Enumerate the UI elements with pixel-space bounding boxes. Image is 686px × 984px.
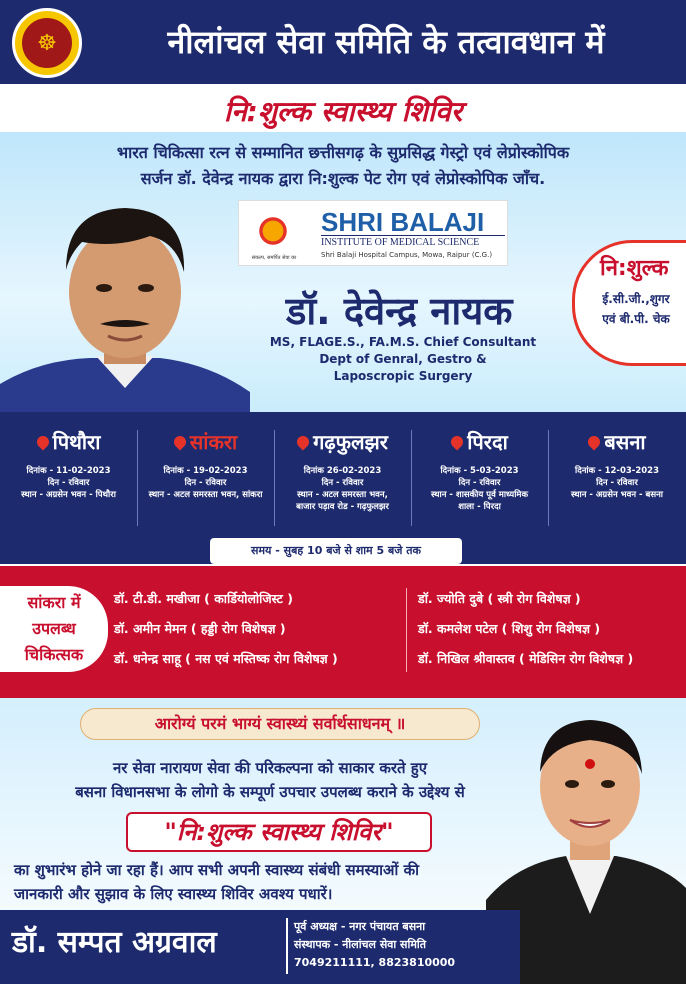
doctors-divider — [406, 588, 407, 672]
camp-timing: समय - सुबह 10 बजे से शाम 5 बजे तक — [210, 538, 462, 564]
doctor-credentials — [268, 334, 538, 385]
schedule-day: दिन - रविवार — [321, 478, 364, 488]
schedule-item — [137, 428, 274, 501]
schedule-details — [274, 465, 411, 513]
camp-title-box: "नि:शुल्क स्वास्थ्य शिविर" — [126, 812, 432, 852]
schedule-venue: स्थान - अग्रसेन भवन - बसना — [570, 490, 664, 500]
location-pin-icon — [449, 433, 466, 450]
schedule-item — [274, 428, 411, 513]
hospital-name: SHRI BALAJI — [321, 207, 485, 237]
leader-info — [294, 918, 518, 972]
available-doctor: डॉ. धनेन्द्र साहू ( नस एवं मस्तिष्क रोग विशेषज्ञ ) — [114, 651, 338, 666]
schedule-date: दिनांक - 11-02-2023 — [26, 466, 111, 476]
schedule-day: दिन - रविवार — [596, 478, 638, 488]
launch-line-2: जानकारी और सुझाव के लिए स्वास्थ्य शिविर अवश्य पधारें। — [14, 885, 333, 903]
schedule-details — [411, 465, 548, 513]
available-doctor: डॉ. निखिल श्रीवास्तव ( मेडिसिन रोग विशेषज्ञ ) — [418, 651, 634, 666]
schedule-date: दिनांक - 19-02-2023 — [163, 466, 248, 476]
schedule-venue: स्थान - अग्रसेन भवन - पिथौरा — [21, 490, 116, 500]
leader-role-1: पूर्व अध्यक्ष - नगर पंचायत बसना — [294, 920, 426, 933]
available-doctor: डॉ. कमलेश पटेल ( शिशु रोग विशेषज्ञ ) — [418, 621, 601, 636]
schedule-date: दिनांक 26-02-2023 — [303, 466, 382, 476]
sun-emblem-icon — [249, 207, 297, 255]
location-pin-icon — [34, 433, 51, 450]
location-pin-icon — [295, 433, 312, 450]
schedule-place: बसना — [604, 430, 646, 454]
header-title: नीलांचल सेवा समिति के तत्वावधान में — [167, 23, 605, 61]
launch-line-1: का शुभारंभ होने जा रहा हैं। आप सभी अपनी स्वास्थ्य संबंधी समस्याओं की — [14, 861, 419, 879]
available-doctors-label — [0, 586, 108, 672]
schedule-date: दिनांक - 12-03-2023 — [575, 466, 659, 476]
available-doctor: डॉ. टी.डी. मखीजा ( कार्डियोलोजिस्ट ) — [114, 591, 293, 606]
schedule-venue: स्थान - अटल समरस्ता भवन, — [297, 490, 388, 500]
hospital-institute: INSTITUTE OF MEDICAL SCIENCE — [321, 235, 505, 248]
schedule-item — [0, 428, 137, 501]
schedule-date: दिनांक - 5-03-2023 — [440, 466, 519, 476]
launch-text — [14, 858, 554, 906]
leader-name: डॉ. सम्पत अग्रवाल — [12, 925, 217, 960]
schedule-details — [137, 465, 274, 501]
hospital-address: Shri Balaji Hospital Campus, Mowa, Raipur (C.G.) — [321, 251, 493, 259]
schedule-day: दिन - रविवार — [184, 478, 227, 488]
intro-line-2: सर्जन डॉ. देवेन्द्र नायक द्वारा नि:शुल्क पेट रोग एवं लेप्रोस्कोपिक जाँच. — [140, 169, 546, 188]
schedule-place: पिरदा — [467, 430, 508, 454]
leader-role-2: संस्थापक - नीलांचल सेवा समिति — [294, 938, 427, 951]
cred-line-3: Laposcropic Surgery — [333, 369, 473, 383]
camp-intro — [60, 140, 626, 192]
schedule-details — [548, 465, 686, 501]
hospital-tagline: संकल्प, समर्पित सेवा का — [251, 255, 297, 261]
free-badge-line-2: एवं बी.पी. चेक — [602, 312, 670, 326]
mission-line-2: बसना विधानसभा के लोगो के सम्पूर्ण उपचार उपलब्ध कराने के उद्देश्य से — [75, 783, 465, 801]
schedule-details — [0, 465, 137, 501]
schedule-place: सांकरा — [189, 430, 238, 454]
schedule-venue-2: बाजार पड़ाव रोड - गढ़फुलझर — [296, 502, 389, 512]
label-line-1: सांकरा में — [27, 593, 81, 612]
mission-text — [40, 756, 500, 804]
doctor-name: डॉ. देवेन्द्र नायक — [286, 289, 513, 333]
footer-separator — [286, 918, 288, 974]
label-line-2: उपलब्ध — [32, 619, 76, 638]
schedule-place: पिथौरा — [52, 430, 101, 454]
available-doctor: डॉ. अमीन मेमन ( हड्डी रोग विशेषज्ञ ) — [114, 621, 286, 636]
schedule-place: गढ़फुलझर — [313, 430, 388, 454]
intro-line-1: भारत चिकित्सा रत्न से सम्मानित छत्तीसगढ़ के सुप्रसिद्ध गेस्ट्रो एवं लेप्रोस्कोपिक — [116, 143, 570, 162]
camp-title: नि:शुल्क स्वास्थ्य शिविर — [223, 95, 463, 128]
schedule-venue: स्थान - शासकीय पूर्व माध्यमिक — [430, 490, 529, 500]
free-badge-line-1: ई.सी.जी.,शुगर — [602, 292, 670, 306]
cred-line-1: MS, FLAGE.S., FA.M.S. Chief Consultant — [269, 335, 537, 349]
schedule-item — [548, 428, 686, 501]
label-line-3: चिकित्सक — [24, 645, 84, 664]
schedule-day: दिन - रविवार — [47, 478, 90, 488]
location-pin-icon — [586, 433, 603, 450]
temple-seal-icon: ☸ — [22, 18, 72, 68]
available-doctor: डॉ. ज्योति दुबे ( स्त्री रोग विशेषज्ञ ) — [418, 591, 581, 606]
schedule-venue-2: शाला - पिरदा — [458, 502, 501, 512]
free-badge-title: नि:शुल्क — [600, 256, 669, 281]
leader-phones: 7049211111, 8823810000 — [294, 956, 456, 969]
samiti-logo — [12, 8, 82, 78]
doctor-photo — [0, 188, 250, 414]
mission-line-1: नर सेवा नारायण सेवा की परिकल्पना को साकार करते हुए — [112, 759, 428, 777]
hospital-logo — [238, 200, 508, 266]
sanskrit-shloka: आरोग्यं परमं भाग्यं स्वास्थ्यं सर्वार्थसाधनम् ॥ — [80, 708, 480, 740]
cred-line-2: Dept of Genral, Gestro & — [319, 352, 487, 366]
schedule-item — [411, 428, 548, 513]
location-pin-icon — [171, 433, 188, 450]
schedule-venue: स्थान - अटल समरस्ता भवन, सांकरा — [148, 490, 263, 500]
schedule-day: दिन - रविवार — [458, 478, 501, 488]
